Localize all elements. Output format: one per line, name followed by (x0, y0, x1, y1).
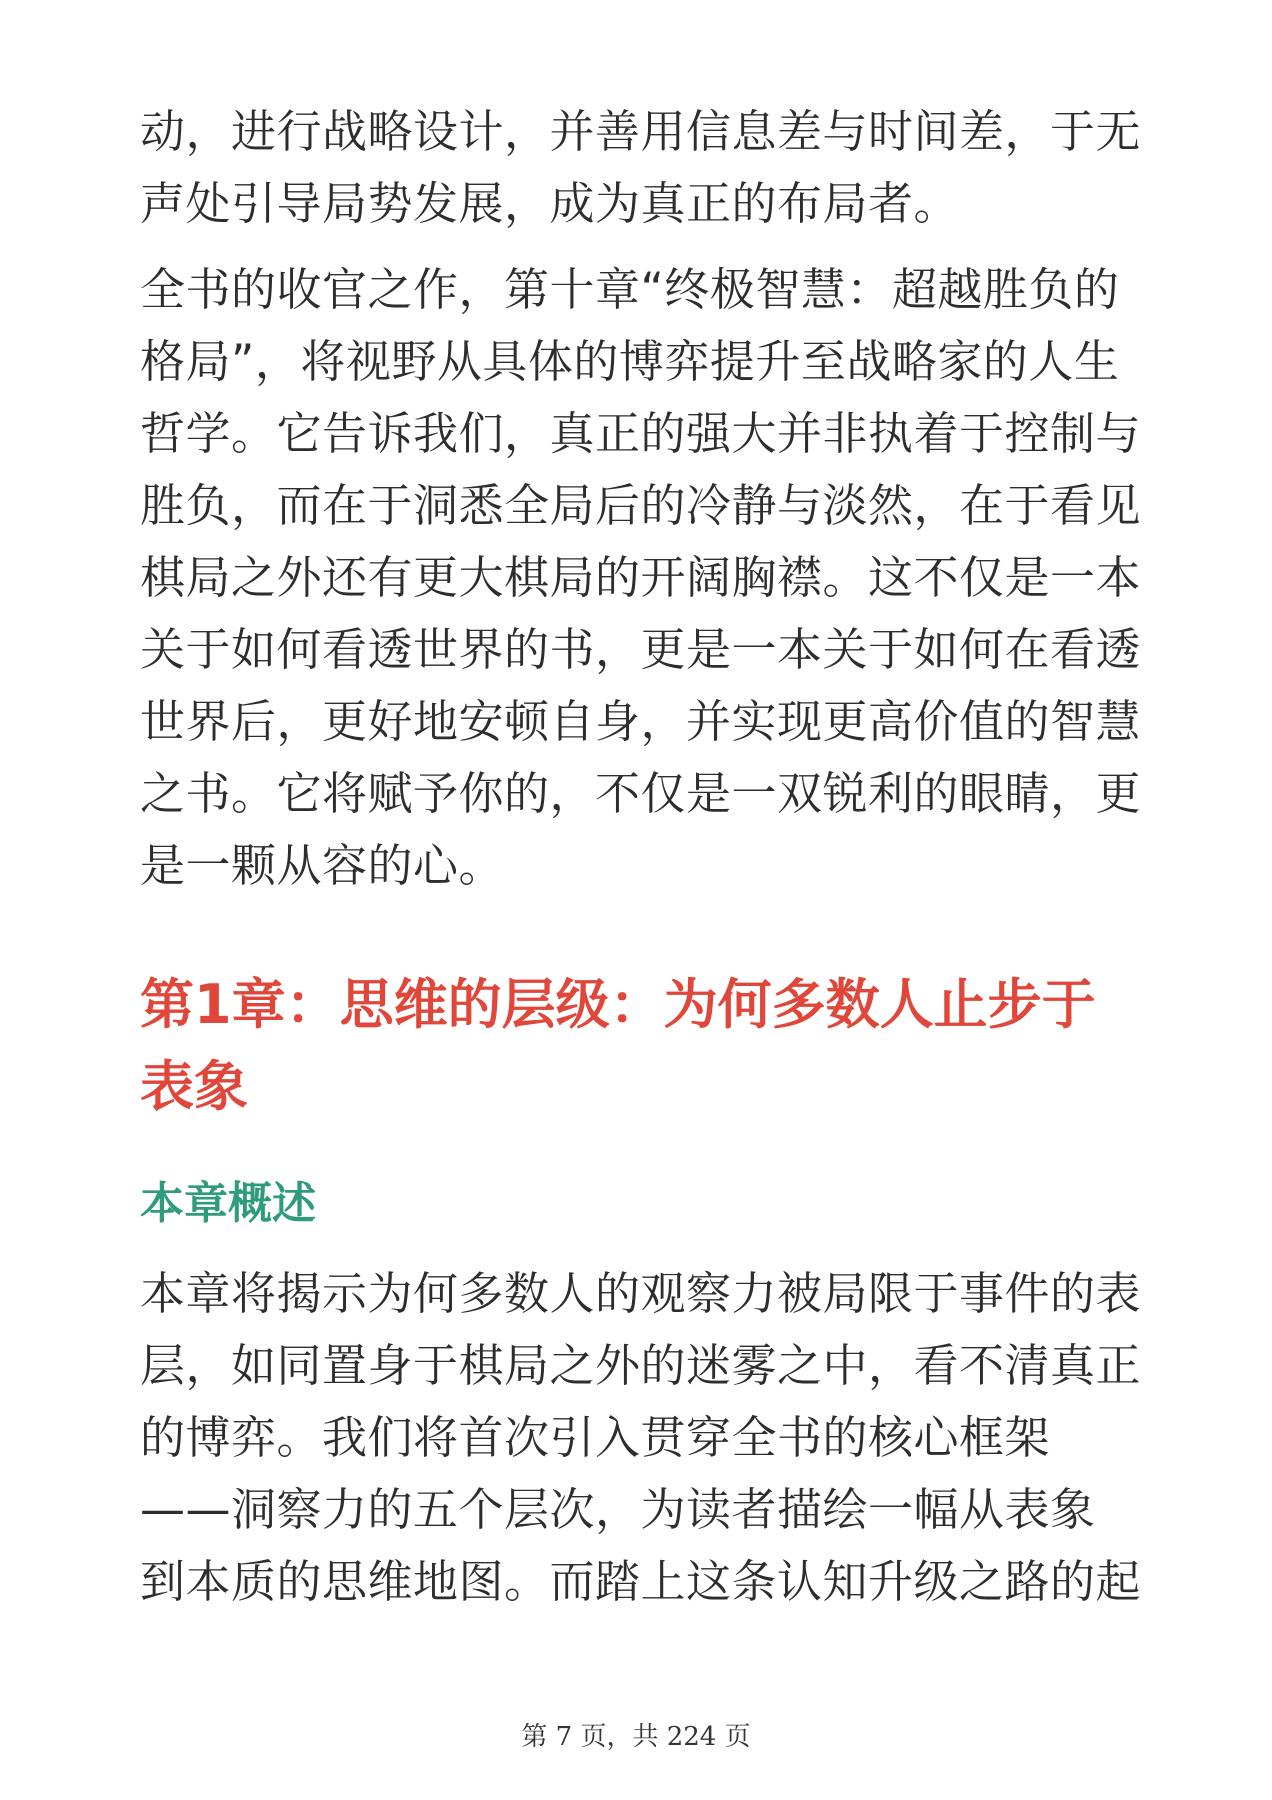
chapter-title-line: 表象 (140, 1055, 248, 1118)
paragraph-line: 胜负，而在于洞悉全局后的冷静与淡然，在于看见 (140, 479, 1142, 532)
paragraph-line: 声处引导局势发展，成为真正的布局者。 (140, 177, 960, 230)
paragraph-line: ——洞察力的五个层次，为读者描绘一幅从表象 (140, 1483, 1096, 1536)
paragraph-line: 棋局之外还有更大棋局的开阔胸襟。这不仅是一本 (140, 551, 1142, 604)
paragraph-line: 动，进行战略设计，并善用信息差与时间差，于无 (140, 105, 1142, 158)
paragraph-line: 层，如同置身于棋局之外的迷雾之中，看不清真正 (140, 1339, 1142, 1392)
intro-paragraph (140, 96, 1142, 240)
chapter-title (140, 964, 1136, 1128)
page-content (140, 96, 1142, 1618)
paragraph-line: 全书的收官之作，第十章“终极智慧：超越胜负的 (140, 263, 1120, 316)
paragraph-line: 哲学。它告诉我们，真正的强大并非执着于控制与 (140, 407, 1142, 460)
paragraph-spacer (140, 240, 1136, 254)
paragraph-line: 关于如何看透世界的书，更是一本关于如何在看透 (140, 623, 1142, 676)
chapter-overview-paragraph (140, 1258, 1142, 1618)
paragraph-line: 之书。它将赋予你的，不仅是一双锐利的眼睛，更 (140, 767, 1142, 820)
paragraph-line: 格局”，将视野从具体的博弈提升至战略家的人生 (140, 335, 1120, 388)
paragraph-line: 本章将揭示为何多数人的观察力被局限于事件的表 (140, 1267, 1142, 1320)
section-title: 本章概述 (140, 1178, 316, 1229)
paragraph-line: 是一颗从容的心。 (140, 839, 505, 892)
closing-paragraph (140, 254, 1142, 902)
chapter-title-line: 第1章：思维的层级：为何多数人止步于 (140, 973, 1096, 1036)
paragraph-line: 世界后，更好地安顿自身，并实现更高价值的智慧 (140, 695, 1142, 748)
page-number-footer: 第 7 页，共 224 页 (521, 1722, 751, 1752)
paragraph-line: 到本质的思维地图。而踏上这条认知升级之路的起 (140, 1555, 1142, 1608)
paragraph-line: 的博弈。我们将首次引入贯穿全书的核心框架 (140, 1411, 1051, 1464)
